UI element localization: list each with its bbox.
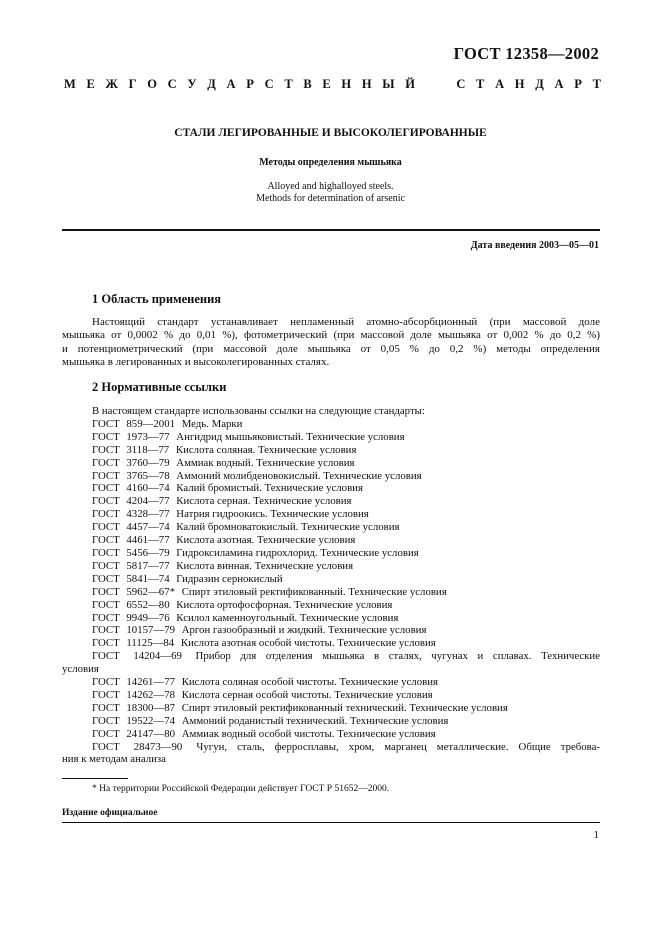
banner-letter: С bbox=[264, 77, 274, 91]
reference-item bbox=[62, 457, 600, 470]
reference-item bbox=[62, 741, 600, 767]
reference-gost: ГОСТ bbox=[92, 611, 120, 624]
reference-gost: ГОСТ bbox=[92, 637, 120, 650]
document-title: СТАЛИ ЛЕГИРОВАННЫЕ И ВЫСОКОЛЕГИРОВАННЫЕ bbox=[174, 127, 487, 139]
reference-number: 24147—80 bbox=[126, 727, 175, 740]
reference-item bbox=[62, 573, 600, 586]
reference-title: Кислота азотная особой чистоты. Технические условия bbox=[180, 637, 436, 650]
reference-number: 14204—69 bbox=[133, 650, 182, 663]
reference-number: 14262—78 bbox=[126, 688, 175, 701]
title-divider bbox=[62, 229, 600, 231]
reference-title: Калий бромистый. Технические условия bbox=[176, 482, 363, 495]
footnote: * На территории Российской Федерации действует ГОСТ Р 51652—2000. bbox=[92, 784, 390, 794]
paragraph-line: Настоящий стандарт устанавливает непламенный атомно-абсорбционный (при массовой доле bbox=[92, 316, 600, 328]
banner-letter: В bbox=[303, 77, 312, 91]
reference-item bbox=[62, 482, 600, 495]
reference-title: Кислота азотная. Технические условия bbox=[176, 534, 356, 547]
reference-gost: ГОСТ bbox=[92, 650, 120, 663]
banner-letter: Е bbox=[86, 77, 95, 91]
reference-title: Аммиак водный. Технические условия bbox=[176, 456, 355, 469]
reference-title: Натрия гидроокись. Технические условия bbox=[176, 508, 369, 521]
banner-letter: Ж bbox=[105, 77, 118, 91]
reference-title: Спирт этиловый ректификованный технический. Технические условия bbox=[181, 701, 508, 714]
reference-item bbox=[62, 444, 600, 457]
banner-letter: Н bbox=[361, 77, 372, 91]
reference-number: 5841—74 bbox=[126, 572, 170, 585]
banner-letter: А bbox=[554, 77, 564, 91]
reference-item bbox=[62, 702, 600, 715]
normative-references-list bbox=[62, 405, 600, 766]
english-title-line2: Methods for determination of arsenic bbox=[256, 193, 405, 204]
reference-gost: ГОСТ bbox=[92, 585, 120, 598]
reference-number: 9949—76 bbox=[126, 611, 170, 624]
banner-letter: Й bbox=[405, 77, 415, 91]
reference-gost: ГОСТ bbox=[92, 701, 120, 714]
reference-title: Медь. Марки bbox=[181, 417, 243, 430]
reference-item bbox=[62, 470, 600, 483]
banner-letter: Е bbox=[322, 77, 331, 91]
page-number: 1 bbox=[593, 829, 599, 841]
reference-number: 4160—74 bbox=[126, 482, 170, 495]
banner-letter: Ы bbox=[382, 77, 395, 91]
banner-letter: Т bbox=[592, 77, 601, 91]
reference-number: 5817—77 bbox=[126, 559, 170, 572]
section-1-paragraph bbox=[62, 316, 600, 369]
reference-item bbox=[62, 637, 600, 650]
reference-gost: ГОСТ bbox=[92, 521, 120, 534]
reference-item bbox=[62, 534, 600, 547]
reference-gost: ГОСТ bbox=[92, 688, 120, 701]
reference-gost: ГОСТ bbox=[92, 482, 120, 495]
reference-item bbox=[62, 418, 600, 431]
reference-item bbox=[62, 650, 600, 676]
reference-number: 859—2001 bbox=[126, 417, 175, 430]
reference-number: 18300—87 bbox=[126, 701, 175, 714]
reference-number: 10157—79 bbox=[126, 624, 175, 637]
banner-letter: Г bbox=[128, 77, 137, 91]
reference-gost: ГОСТ bbox=[92, 495, 120, 508]
reference-gost: ГОСТ bbox=[92, 456, 120, 469]
paragraph-line: и потенциометрический (при массовой доле мышьяка от 0,05 % до 0,2 %) методы определения bbox=[62, 342, 600, 355]
reference-item bbox=[62, 521, 600, 534]
banner-letter: А bbox=[495, 77, 505, 91]
banner-letter: Т bbox=[476, 77, 485, 91]
section-2-heading: 2 Нормативные ссылки bbox=[92, 380, 227, 394]
banner-letter: А bbox=[226, 77, 236, 91]
reference-number: 4328—77 bbox=[126, 508, 170, 521]
banner-letter: О bbox=[147, 77, 157, 91]
reference-gost: ГОСТ bbox=[92, 676, 120, 689]
reference-title: Спирт этиловый ректификованный. Технические условия bbox=[181, 585, 447, 598]
reference-title: Аргон газообразный и жидкий. Технические условия bbox=[181, 624, 427, 637]
reference-gost: ГОСТ bbox=[92, 624, 120, 637]
reference-title: Прибор для отделения мышьяка в сталях, чугунах и сплавах. Технические bbox=[195, 650, 600, 663]
reference-item bbox=[62, 715, 600, 728]
section-1-heading: 1 Область применения bbox=[92, 292, 222, 306]
banner-letter: Т bbox=[284, 77, 293, 91]
banner-letter: Р bbox=[574, 77, 582, 91]
reference-number: 3765—78 bbox=[126, 469, 170, 482]
reference-number: 14261—77 bbox=[126, 676, 175, 689]
reference-item bbox=[62, 676, 600, 689]
reference-number: 1973—77 bbox=[126, 430, 170, 443]
reference-title: Чугун, сталь, ферросплавы, хром, марганец металлические. Общие требова- bbox=[196, 740, 601, 753]
reference-item bbox=[62, 728, 600, 741]
english-title bbox=[0, 181, 661, 205]
reference-item bbox=[62, 431, 600, 444]
banner-letter: С bbox=[456, 77, 466, 91]
reference-number: 19522—74 bbox=[126, 714, 175, 727]
reference-title: Кислота серная. Технические условия bbox=[176, 495, 352, 508]
reference-gost: ГОСТ bbox=[92, 727, 120, 740]
reference-number: 3760—79 bbox=[126, 456, 170, 469]
reference-title: Аммиак водный особой чистоты. Технические условия bbox=[181, 727, 436, 740]
english-title-line1: Alloyed and highalloyed steels. bbox=[267, 181, 394, 192]
reference-title: Кислота серная особой чистоты. Технические условия bbox=[181, 688, 433, 701]
document-subtitle: Методы определения мышьяка bbox=[259, 157, 402, 168]
reference-gost: ГОСТ bbox=[92, 534, 120, 547]
reference-number: 6552—80 bbox=[126, 598, 170, 611]
paragraph-line: мышьяка в легированных и высоколегированных сталях. bbox=[62, 355, 330, 368]
reference-gost: ГОСТ bbox=[92, 714, 120, 727]
reference-gost: ГОСТ bbox=[92, 443, 120, 456]
reference-item bbox=[62, 508, 600, 521]
reference-gost: ГОСТ bbox=[92, 740, 120, 753]
reference-title-continued: ния к методам анализа bbox=[62, 753, 166, 766]
reference-title: Кислота винная. Технические условия bbox=[176, 559, 354, 572]
banner-letter: У bbox=[187, 77, 197, 91]
reference-number: 11125—84 bbox=[126, 637, 175, 650]
reference-title: Ангидрид мышьяковистый. Технические условия bbox=[176, 430, 405, 443]
banner-letter: Н bbox=[514, 77, 525, 91]
paragraph-line: мышьяка от 0,0002 % до 0,01 %), фотометрический (при массовой доле мышьяка от 0,002 % до 0,2 %) bbox=[62, 329, 600, 342]
banner-letter: Д bbox=[207, 77, 216, 91]
interstate-standard-banner bbox=[64, 77, 601, 92]
reference-number: 4204—77 bbox=[126, 495, 170, 508]
reference-number: 3118—77 bbox=[126, 443, 170, 456]
references-lead: В настоящем стандарте использованы ссылки на следующие стандарты: bbox=[92, 405, 425, 417]
reference-gost: ГОСТ bbox=[92, 546, 120, 559]
reference-title: Кислота соляная. Технические условия bbox=[175, 443, 357, 456]
reference-title: Ксилол каменноугольный. Технические условия bbox=[176, 611, 399, 624]
reference-title: Калий бромноватокислый. Технические условия bbox=[176, 521, 400, 534]
banner-letter: Р bbox=[246, 77, 254, 91]
reference-gost: ГОСТ bbox=[92, 417, 120, 430]
reference-title: Кислота соляная особой чистоты. Технические условия bbox=[181, 676, 438, 689]
reference-number: 4457—74 bbox=[126, 521, 170, 534]
reference-gost: ГОСТ bbox=[92, 572, 120, 585]
banner-word-gap bbox=[426, 77, 446, 92]
reference-item bbox=[62, 689, 600, 702]
reference-title: Гидроксиламина гидрохлорид. Технические условия bbox=[176, 546, 419, 559]
banner-letter: Д bbox=[535, 77, 544, 91]
banner-letter: С bbox=[167, 77, 177, 91]
reference-item bbox=[62, 560, 600, 573]
official-edition-label: Издание официальное bbox=[62, 808, 158, 818]
footer-divider bbox=[62, 822, 600, 823]
introduction-date: Дата введения 2003—05—01 bbox=[470, 240, 599, 251]
reference-title: Аммоний роданистый технический. Технические условия bbox=[181, 714, 449, 727]
reference-number: 28473—90 bbox=[133, 740, 183, 753]
reference-title: Аммоний молибденовокислый. Технические условия bbox=[176, 469, 422, 482]
footnote-divider bbox=[62, 778, 128, 779]
reference-item bbox=[62, 495, 600, 508]
reference-gost: ГОСТ bbox=[92, 508, 120, 521]
reference-item bbox=[62, 586, 600, 599]
reference-number: 4461—77 bbox=[126, 534, 170, 547]
reference-item bbox=[62, 599, 600, 612]
reference-item bbox=[62, 612, 600, 625]
reference-number: 5456—79 bbox=[126, 546, 170, 559]
reference-gost: ГОСТ bbox=[92, 559, 120, 572]
reference-gost: ГОСТ bbox=[92, 598, 120, 611]
reference-gost: ГОСТ bbox=[92, 469, 120, 482]
reference-title: Кислота ортофосфорная. Технические условия bbox=[176, 598, 393, 611]
reference-gost: ГОСТ bbox=[92, 430, 120, 443]
reference-item bbox=[62, 547, 600, 560]
reference-number: 5962—67* bbox=[126, 585, 175, 598]
standard-code: ГОСТ 12358—2002 bbox=[453, 44, 599, 63]
reference-item bbox=[62, 624, 600, 637]
banner-letter: М bbox=[64, 77, 76, 91]
reference-title-continued: условия bbox=[62, 663, 99, 676]
banner-letter: Н bbox=[341, 77, 352, 91]
reference-title: Гидразин сернокислый bbox=[176, 572, 283, 585]
